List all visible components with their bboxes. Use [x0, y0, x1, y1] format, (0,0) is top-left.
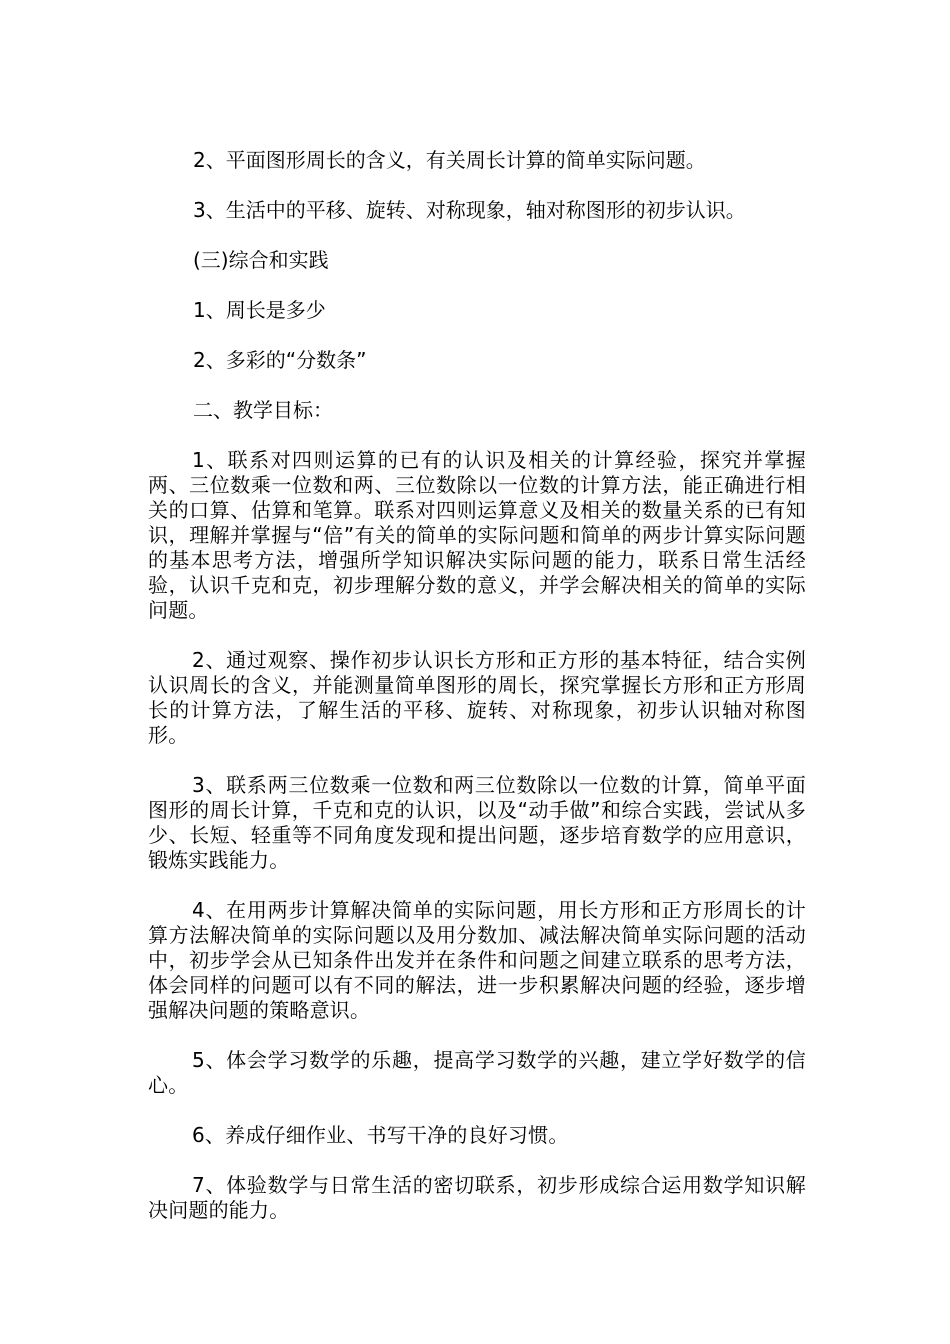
goal-paragraph-5: 5、体会学习数学的乐趣，提高学习数学的兴趣，建立学好数学的信心。	[148, 1048, 806, 1097]
section-heading-goals: 二、教学目标：	[193, 398, 333, 422]
goal-paragraph-1: 1、联系对四则运算的已有的认识及相关的计算经验，探究并掌握两、三位数乘一位数和两、三位数除以一位数的计算方法，能正确进行相关的口算、估算和笔算。联系对四则运算意义及相关的数量关系的已有知识，理解并掌握与“倍”有关的简单的实际问题和简单的两步计算实际问题的基本思考方法，增强所学知识解决实际问题的能力，联系日常生活经验，认识千克和克，初步理解分数的意义，并学会解决相关的简单的实际问题。	[148, 448, 806, 622]
goal-paragraph-6: 6、养成仔细作业、书写干净的良好习惯。	[192, 1123, 569, 1147]
goal-paragraph-7: 7、体验数学与日常生活的密切联系，初步形成综合运用数学知识解决问题的能力。	[148, 1173, 806, 1222]
list-item-fraction-strip: 2、多彩的“分数条”	[193, 348, 367, 372]
goal-paragraph-3: 3、联系两三位数乘一位数和两三位数除以一位数的计算，简单平面图形的周长计算，千克和克的认识，以及“动手做”和综合实践，尝试从多少、长短、轻重等不同角度发现和提出问题，逐步培育数学的应用意识，锻炼实践能力。	[148, 773, 806, 872]
goal-paragraph-2: 2、通过观察、操作初步认识长方形和正方形的基本特征，结合实例认识周长的含义，并能测量简单图形的周长，探究掌握长方形和正方形周长的计算方法，了解生活的平移、旋转、对称现象，初步认识轴对称图形。	[148, 648, 806, 747]
list-item-perimeter-meaning: 2、平面图形周长的含义，有关周长计算的简单实际问题。	[193, 148, 706, 172]
section-heading-practice: (三)综合和实践	[193, 248, 329, 272]
goal-paragraph-4: 4、在用两步计算解决简单的实际问题，用长方形和正方形周长的计算方法解决简单的实际问题以及用分数加、减法解决简单实际问题的活动中，初步学会从已知条件出发并在条件和问题之间建立联系的思考方法，体会同样的问题可以有不同的解法，进一步积累解决问题的经验，逐步增强解决问题的策略意识。	[148, 898, 806, 1022]
list-item-symmetry: 3、生活中的平移、旋转、对称现象，轴对称图形的初步认识。	[193, 198, 746, 222]
list-item-perimeter: 1、周长是多少	[193, 298, 326, 322]
